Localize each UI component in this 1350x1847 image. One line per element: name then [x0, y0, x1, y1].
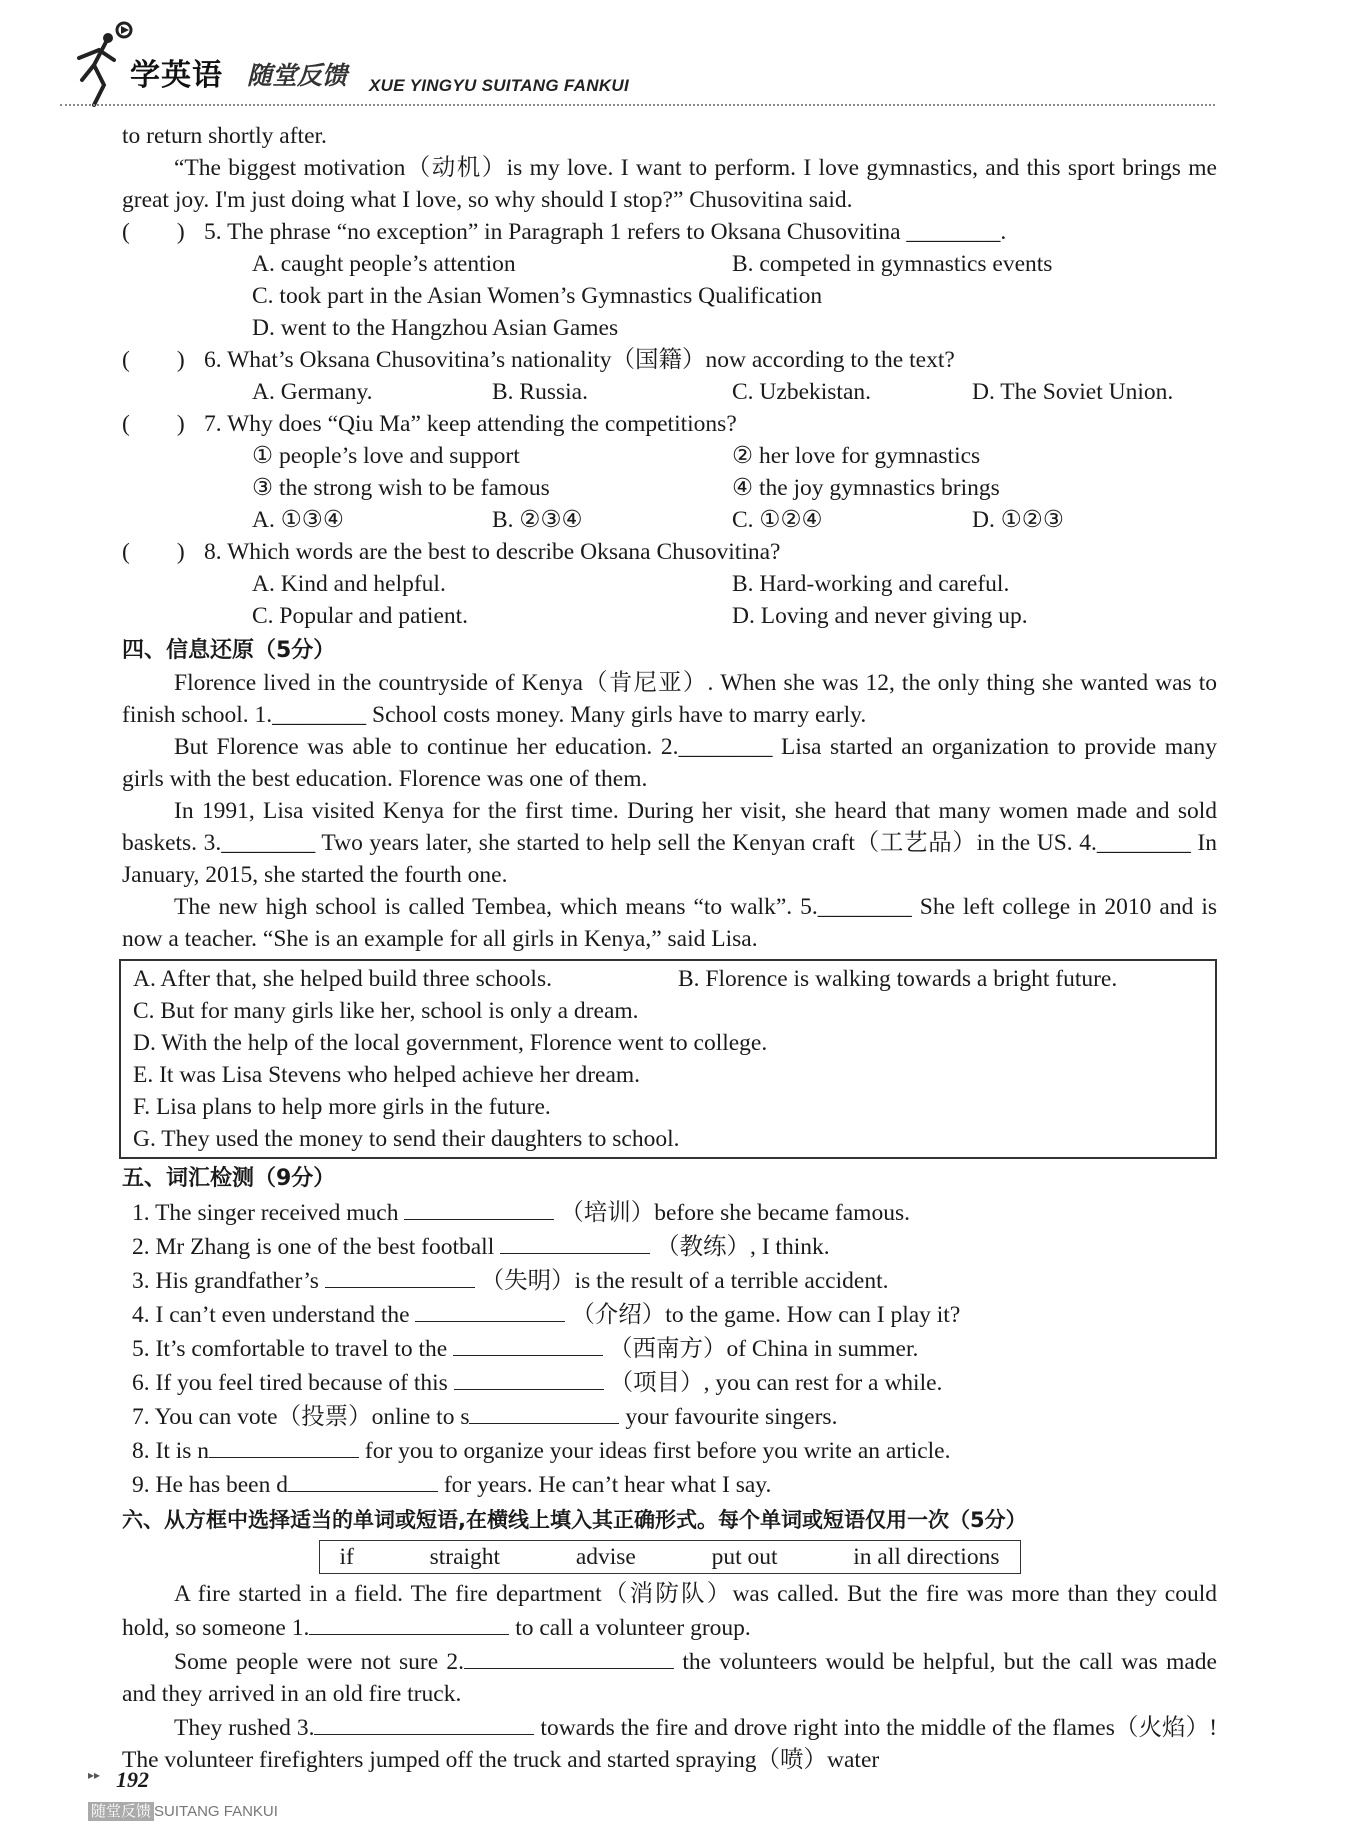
passage-paragraph: The new high school is called Tembea, which means “to walk”. 5.________ She left college in 2010 and is now a teacher. “She is an example for all girls in Kenya,” said Lisa. [122, 894, 1217, 952]
option: A. ①③④ [252, 507, 344, 533]
option: B. ②③④ [492, 507, 583, 533]
option: D. went to the Hangzhou Asian Games [252, 315, 619, 341]
option: C. ①②④ [732, 507, 823, 533]
word-box [319, 1540, 1021, 1574]
options-box [119, 959, 1217, 1159]
answer-blank[interactable] [288, 1467, 438, 1492]
option: A. caught people’s attention [252, 251, 516, 277]
reading-quote: “The biggest motivation（动机）is my love. I want to perform. I love gymnastics, and this sport brings me great joy. I'm just doing what I love, so why should I stop?” Chusovitina said. [122, 155, 1217, 213]
word-option: straight [429, 1544, 501, 1570]
question-stem: 8. Which words are the best to describe Oksana Chusovitina? [204, 539, 781, 565]
header-english: XUE YINGYU SUITANG FANKUI [369, 76, 630, 95]
question-stem: 6. What’s Oksana Chusovitina’s nationality（国籍）now according to the text? [204, 347, 955, 373]
option: C. Popular and patient. [252, 603, 469, 629]
question-6 [122, 344, 1217, 408]
answer-paren[interactable]: ( ) [122, 347, 185, 373]
answer-blank[interactable] [469, 1399, 619, 1424]
header-divider [60, 104, 1215, 106]
answer-blank[interactable] [309, 1610, 509, 1635]
passage-paragraph: Florence lived in the countryside of Kenya（肯尼亚）. When she was 12, the only thing she wanted was to finish school. 1.________ School costs money. Many girls have to marry early. [122, 670, 1217, 728]
passage-paragraph: In 1991, Lisa visited Kenya for the first time. During her visit, she heard that many women made and sold baskets. 3.________ Two years later, she started to help sell the Kenyan craft（工艺品）in the US. 4.________ In January, 2015, she started the fourth one. [122, 798, 1217, 888]
footer-label: 随堂反馈 SUITANG FANKUI [88, 1800, 278, 1821]
option: B. Russia. [492, 379, 588, 405]
word-option: put out [711, 1544, 778, 1570]
cloze-paragraph: A fire started in a field. The fire department（消防队）was called. But the fire was more than they could hold, so someone 1. to call a volunteer group. [122, 1581, 1217, 1641]
option: A. Kind and helpful. [252, 571, 446, 597]
word-option: if [339, 1544, 354, 1570]
page-arrow-icon: ▸▸ [88, 1768, 101, 1782]
section-4-title: 四、信息还原（5分） [122, 638, 336, 663]
option: A. Germany. [252, 379, 373, 405]
answer-paren[interactable]: ( ) [122, 539, 185, 565]
answer-blank[interactable] [454, 1365, 604, 1390]
vocab-item: 9. He has been d for years. He can’t hear what I say. [132, 1467, 1217, 1501]
section-6-title: 六、从方框中选择适当的单词或短语,在横线上填入其正确形式。每个单词或短语仅用一次（5分） [122, 1508, 1027, 1532]
option: D. Loving and never giving up. [732, 603, 1028, 629]
sub-item: ③ the strong wish to be famous [252, 475, 550, 501]
answer-blank[interactable] [500, 1229, 650, 1254]
sub-item: ② her love for gymnastics [732, 443, 981, 469]
vocab-item: 7. You can vote（投票）online to s your favourite singers. [132, 1399, 1217, 1433]
answer-paren[interactable]: ( ) [122, 411, 185, 437]
vocab-item: 6. If you feel tired because of this （项目）, you can rest for a while. [132, 1365, 1217, 1399]
passage-paragraph: But Florence was able to continue her education. 2.________ Lisa started an organization to provide many girls with the best education. Florence was one of them. [122, 734, 1217, 792]
word-option: in all directions [853, 1544, 1000, 1570]
answer-blank[interactable] [209, 1433, 359, 1458]
option: B. competed in gymnastics events [732, 251, 1053, 277]
header-subtitle: 随堂反馈 [247, 61, 348, 90]
vocab-item: 8. It is n for you to organize your ideas first before you write an article. [132, 1433, 1217, 1467]
box-option: B. Florence is walking towards a bright future. [678, 966, 1118, 992]
page-content [122, 120, 1217, 1776]
option: C. Uzbekistan. [732, 379, 872, 405]
reading-continuation: to return shortly after. [122, 123, 327, 149]
cloze-paragraph: Some people were not sure 2. the volunteers would be helpful, but the call was made and they arrived in an old fire truck. [122, 1644, 1217, 1710]
box-option: A. After that, she helped build three schools. [133, 966, 552, 992]
box-option: G. They used the money to send their daughters to school. [133, 1126, 680, 1152]
option: D. ①②③ [972, 507, 1064, 533]
vocab-item: 5. It’s comfortable to travel to the （西南方）of China in summer. [132, 1331, 1217, 1365]
sub-item: ④ the joy gymnastics brings [732, 475, 1000, 501]
sub-item: ① people’s love and support [252, 443, 520, 469]
box-option: D. With the help of the local government, Florence went to college. [133, 1030, 768, 1056]
page-number: 192 [116, 1767, 149, 1792]
question-stem: 5. The phrase “no exception” in Paragraph 1 refers to Oksana Chusovitina ________. [204, 219, 1007, 245]
question-7 [122, 408, 1217, 536]
answer-paren[interactable]: ( ) [122, 219, 185, 245]
option: C. took part in the Asian Women’s Gymnastics Qualification [252, 283, 823, 309]
vocab-list [122, 1195, 1217, 1501]
section-5-title: 五、词汇检测（9分） [122, 1166, 336, 1191]
question-stem: 7. Why does “Qiu Ma” keep attending the competitions? [204, 411, 737, 437]
answer-blank[interactable] [314, 1710, 534, 1735]
answer-blank[interactable] [325, 1263, 475, 1288]
option: B. Hard-working and careful. [732, 571, 1010, 597]
word-option: advise [575, 1544, 636, 1570]
vocab-item: 1. The singer received much （培训）before she became famous. [132, 1195, 1217, 1229]
box-option: F. Lisa plans to help more girls in the future. [133, 1094, 551, 1120]
box-option: C. But for many girls like her, school is only a dream. [133, 998, 639, 1024]
question-5 [122, 216, 1217, 344]
cloze-paragraph: They rushed 3. towards the fire and drove right into the middle of the flames（火焰）! The volunteer firefighters jumped off the truck and started spraying（喷）water [122, 1710, 1217, 1776]
box-option: E. It was Lisa Stevens who helped achieve her dream. [133, 1062, 641, 1088]
question-8 [122, 536, 1217, 632]
vocab-item: 2. Mr Zhang is one of the best football （教练）, I think. [132, 1229, 1217, 1263]
answer-blank[interactable] [464, 1644, 674, 1669]
answer-blank[interactable] [453, 1331, 603, 1356]
vocab-item: 3. His grandfather’s （失明）is the result of a terrible accident. [132, 1263, 1217, 1297]
page-header [64, 20, 664, 115]
answer-blank[interactable] [404, 1195, 554, 1220]
vocab-item: 4. I can’t even understand the （介绍）to the game. How can I play it? [132, 1297, 1217, 1331]
answer-blank[interactable] [415, 1297, 565, 1322]
header-title: 学英语 [130, 58, 223, 93]
option: D. The Soviet Union. [972, 379, 1174, 405]
